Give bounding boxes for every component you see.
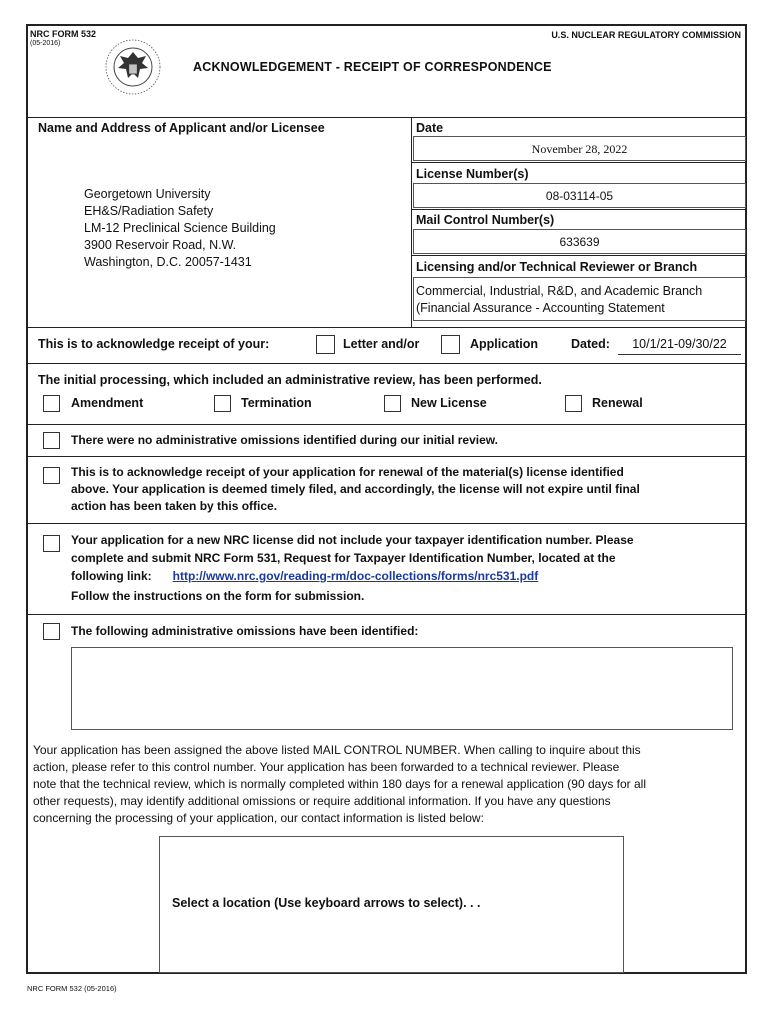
reviewer-field[interactable]	[413, 277, 746, 321]
agency-name: U.S. NUCLEAR REGULATORY COMMISSION	[551, 30, 741, 40]
nrc-seal-icon	[104, 38, 162, 96]
reviewer-line: Commercial, Industrial, R&D, and Academic Branch	[416, 284, 703, 298]
address-line: Georgetown University	[84, 187, 211, 201]
notice-line: other requests), may identify additional omissions or require additional information. If you have any questions	[33, 794, 611, 808]
processing-text: The initial processing, which included an administrative review, has been performed.	[38, 373, 542, 387]
dated-field[interactable]: 10/1/21-09/30/22	[618, 334, 741, 355]
letter-label: Letter and/or	[343, 337, 420, 351]
date-label: Date	[416, 121, 444, 135]
column-divider	[411, 117, 412, 327]
divider	[28, 523, 745, 524]
taxpayer-checkbox[interactable]	[43, 535, 60, 552]
address-line: EH&S/Radiation Safety	[84, 204, 214, 218]
receipt-prefix: This is to acknowledge receipt of your:	[38, 337, 270, 351]
follow-instructions: Follow the instructions on the form for submission.	[71, 589, 365, 603]
form-date: (05-2016)	[30, 40, 61, 47]
applicant-label: Name and Address of Applicant and/or Licensee	[38, 121, 325, 135]
taxpayer-line: Your application for a new NRC license did not include your taxpayer identification number. Please	[71, 533, 634, 547]
new-license-label: New License	[411, 396, 487, 410]
divider	[28, 117, 745, 118]
license-label: License Number(s)	[416, 167, 529, 181]
link-prefix: following link:	[71, 569, 152, 583]
taxpayer-text	[71, 531, 634, 605]
notice-line: Your application has been assigned the above listed MAIL CONTROL NUMBER. When calling to inquire about this	[33, 743, 641, 757]
taxpayer-link-row	[71, 567, 634, 585]
omissions-checkbox[interactable]	[43, 623, 60, 640]
renewal-ack-line: above. Your application is deemed timely filed, and accordingly, the license will not expire until final	[71, 482, 640, 496]
omissions-textarea[interactable]	[71, 647, 733, 730]
dated-label: Dated:	[571, 337, 610, 351]
reviewer-line: (Financial Assurance - Accounting Statement	[416, 301, 665, 315]
reviewer-label: Licensing and/or Technical Reviewer or Branch	[416, 260, 698, 274]
renewal-ack-checkbox[interactable]	[43, 467, 60, 484]
no-omissions-checkbox[interactable]	[43, 432, 60, 449]
address-line: Washington, D.C. 20057-1431	[84, 255, 252, 269]
renewal-checkbox[interactable]	[565, 395, 582, 412]
renewal-label: Renewal	[592, 396, 643, 410]
termination-checkbox[interactable]	[214, 395, 231, 412]
amendment-checkbox[interactable]	[43, 395, 60, 412]
letter-checkbox[interactable]	[316, 335, 335, 354]
renewal-ack-line: action has been taken by this office.	[71, 499, 278, 513]
form-id: NRC FORM 532	[30, 29, 97, 39]
no-omissions-text: There were no administrative omissions identified during our initial review.	[71, 433, 498, 447]
divider	[28, 424, 745, 425]
address-line: LM-12 Preclinical Science Building	[84, 221, 276, 235]
divider	[28, 614, 745, 615]
divider	[411, 162, 747, 163]
divider	[28, 456, 745, 457]
applicant-address	[84, 186, 276, 271]
notice-line: note that the technical review, which is normally completed within 180 days for a renewal application (90 days for all	[33, 777, 646, 791]
renewal-ack-line: This is to acknowledge receipt of your application for renewal of the material(s) license identified	[71, 465, 624, 479]
license-number-field[interactable]: 08-03114-05	[413, 183, 746, 208]
notice-line: concerning the processing of your application, our contact information is listed below:	[33, 811, 484, 825]
footer-form-id: NRC FORM 532 (05-2016)	[27, 984, 117, 993]
divider	[28, 327, 745, 328]
divider	[411, 255, 747, 256]
application-label: Application	[470, 337, 539, 351]
location-prompt: Select a location (Use keyboard arrows to select). . .	[172, 896, 481, 910]
divider	[28, 363, 745, 364]
new-license-checkbox[interactable]	[384, 395, 401, 412]
renewal-ack-text	[71, 464, 640, 515]
omissions-label: The following administrative omissions have been identified:	[71, 624, 419, 638]
mail-control-label: Mail Control Number(s)	[416, 213, 555, 227]
divider	[411, 209, 747, 210]
application-checkbox[interactable]	[441, 335, 460, 354]
amendment-label: Amendment	[71, 396, 144, 410]
form-title: ACKNOWLEDGEMENT - RECEIPT OF CORRESPONDENCE	[193, 60, 552, 74]
nrc-form-531-link[interactable]: http://www.nrc.gov/reading-rm/doc-collections/forms/nrc531.pdf	[172, 569, 539, 583]
taxpayer-line: complete and submit NRC Form 531, Request for Taxpayer Identification Number, located at the	[71, 551, 616, 565]
form-frame	[26, 24, 747, 974]
location-select[interactable]	[159, 836, 624, 973]
notice-line: action, please refer to this control number. Your application has been forwarded to a technical reviewer. Please	[33, 760, 620, 774]
termination-label: Termination	[241, 396, 312, 410]
address-line: 3900 Reservoir Road, N.W.	[84, 238, 237, 252]
notice-paragraph	[33, 742, 745, 827]
date-field[interactable]: November 28, 2022	[413, 136, 746, 161]
mail-control-field[interactable]: 633639	[413, 229, 746, 254]
